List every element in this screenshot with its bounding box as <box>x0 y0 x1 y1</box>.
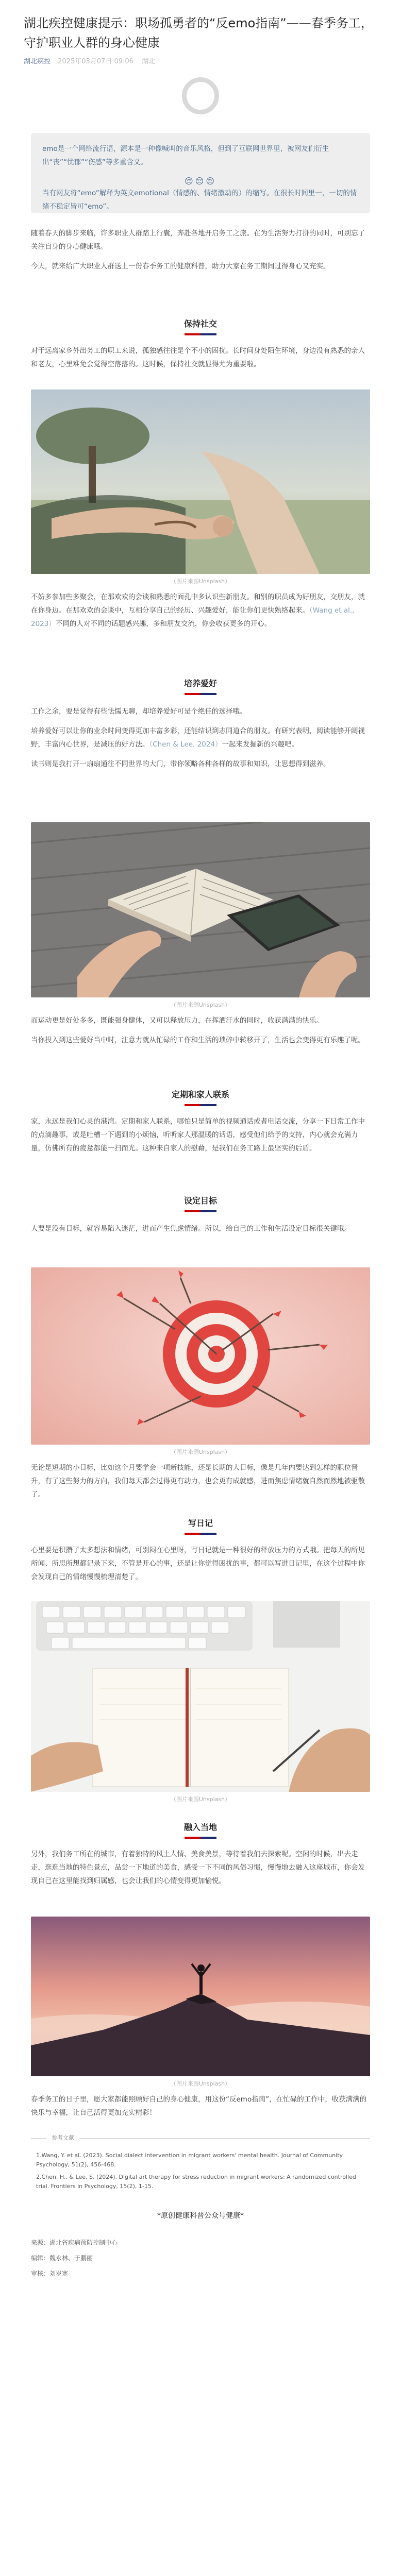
paragraph: 随着春天的脚步来临，许多职业人群踏上行囊，奔赴各地开启务工之旅。在为生活努力打拼的同时，可别忘了关注自身的身心健康哦。 <box>31 229 365 251</box>
paragraph-text: 培养爱好可以让你的业余时间变得更加丰富多彩，还能结识到志同道合的朋友。有研究表明，阅读能够开阔视野，丰富内心世界，是减压的好方法。 <box>31 727 365 749</box>
section-heading-goal <box>0 1194 401 1212</box>
holding-hands-image <box>31 389 370 574</box>
paragraph: 无论是短期的小目标，比如这个月要学会一项新技能，还是长期的大目标，像是几年内要达到怎样的职位晋升，有了这些努力的方向，我们每天都会过得更有动力，也会更有成就感，进而焦虑情绪就自然而然地被驱散了。 <box>31 1464 365 1499</box>
image-caption: （图片来源Unsplash） <box>170 2080 231 2087</box>
section-title: 保持社交 <box>183 319 217 329</box>
paragraph <box>31 724 370 751</box>
paragraph: 心里要是积攒了太多想法和情绪，可别闷在心里呀，写日记就是一种很好的释放压力的方式哦。把每天的所见所闻、所思所想都记录下来，不管是开心的事，还是让你觉得困扰的事，都可以写进日记里，在这个过程中你会发现自己的情绪慢慢梳理清楚了。 <box>31 1546 365 1581</box>
publish-date: 2025年03月07日 09:06 <box>58 58 133 65</box>
section-underline <box>185 1837 216 1839</box>
paragraph: 读书则是我打开一扇扇通往不同世界的大门，带你领略各种各样的故事和知识，让思想得到滋养。 <box>31 760 330 768</box>
intro-quote-box <box>31 133 370 213</box>
hobby-text <box>31 705 370 777</box>
social-text <box>31 344 370 377</box>
image-caption: （图片来源Unsplash） <box>170 1449 231 1455</box>
paragraph-text: 不同的人对不同的话题感兴趣，多和朋友交流，你会收获更多的开心。 <box>55 620 272 628</box>
image-caption: （图片来源Unsplash） <box>170 578 231 585</box>
article-title: 湖北疾控健康提示：职场孤勇者的“反emo指南”——春季务工，守护职业人群的身心健康 <box>24 16 373 50</box>
mountain-summit-image <box>31 1917 370 2076</box>
citation: （Chen & Lee, 2024） <box>149 740 222 749</box>
goal-text-2 <box>31 1461 370 1507</box>
paragraph: 今天，就来给广大职业人群送上一份春季务工的健康科普，助力大家在务工期间过得身心又充实。 <box>31 262 330 270</box>
section-title: 定期和家人联系 <box>171 1090 229 1099</box>
diary-text <box>31 1544 370 1590</box>
paragraph-text: 不妨多参加些多聚会，在那欢欢的会谈和熟悉的面孔中多认识些新朋友。 <box>31 593 254 601</box>
footer-quote: *原创健康科普公众号健康* <box>157 2212 244 2220</box>
article-meta <box>24 56 155 65</box>
paragraph: 人要是没有目标，就容易陷入迷茫，进而产生焦虑情绪。所以，给自己的工作和生活设定目标很关键哦。 <box>31 1225 351 1233</box>
citation: （Wang et al., 2023） <box>31 606 355 628</box>
references-list <box>36 2151 366 2194</box>
section-underline <box>185 1210 216 1212</box>
sad-face-emoji-icon: 😔😔😔 <box>184 176 217 186</box>
editor-credit: 编辑：魏永林、于鹏丽 <box>31 2255 93 2262</box>
local-text-2 <box>31 2093 370 2126</box>
publish-location: 湖北 <box>142 58 156 65</box>
section-heading-local <box>0 1821 401 1839</box>
opening-text <box>31 227 370 279</box>
image-caption: （图片来源Unsplash） <box>170 1002 231 1008</box>
section-title: 培养爱好 <box>183 679 217 688</box>
local-text <box>31 1848 370 1894</box>
paragraph: 工作之余，要是觉得有些怯懦无聊，却培养爱好可是个绝佳的选择哦。 <box>31 707 247 716</box>
paragraph: 春季务工的日子里，愿大家都能照顾好自己的身心健康，用这份“反emo指南”，在忙碌的工作中，收获满满的快乐与幸福，让自己活得更加充实精彩！ <box>31 2095 367 2117</box>
family-text <box>31 1115 370 1161</box>
paragraph: 而运动更是好处多多，既能强身健体，又可以释放压力，在挥洒汗水的同时，收获满满的快乐。 <box>31 1016 323 1025</box>
article-footer <box>31 2210 370 2281</box>
intro-paragraph: emo是一个网络流行语，源本是一种像喊叫的音乐风格，但到了互联网世界里，被网友们衍生出“丧”“忧郁”“伤感”等多重含义。 <box>42 145 329 166</box>
section-underline <box>185 1533 216 1535</box>
section-heading-family <box>0 1088 401 1106</box>
source-credit: 来源：湖北省疾病预防控制中心 <box>31 2239 118 2246</box>
loading-spinner-icon <box>182 77 219 114</box>
section-heading-diary <box>0 1517 401 1535</box>
references-tag: 参考文献 <box>46 2133 79 2142</box>
target-darts-image <box>31 1267 370 1445</box>
intro-paragraph: 当有网友将“emo”解释为英文emotional（情感的、情绪激动的）的缩写。在很长时间里一，一切的情绪不稳定皆可“emo”。 <box>42 189 357 211</box>
reference-item: 1.Wang, Y. et al. (2023). Social dialect intervention in migrant workers' mental health. Journal of Community Psychology, 51(2), 456-468. <box>36 2152 343 2168</box>
section-heading-social <box>0 317 401 335</box>
section-underline <box>185 333 216 335</box>
paragraph: 家，永远是我们心灵的港湾。定期和家人联系，哪怕只是简单的视频通话或者电话交流，分享一下日常工作中的点滴趣事，或是吐槽一下遇到的小烦恼，听听家人那温暖的话语，感受他们给予的支持，内心就会充满力量，仿佛所有的疲惫都能一扫而光。这种来自家人的慰藉，是我们在务工路上最坚实的后盾。 <box>31 1117 365 1153</box>
section-title: 设定目标 <box>183 1196 217 1206</box>
reference-item: 2.Chen, H., & Lee, S. (2024). Digital art therapy for stress reduction in migrant workers: A randomized controlled trial. Frontiers in Psychology, 15(2), 1-15. <box>36 2174 356 2190</box>
book-reading-image <box>31 822 370 997</box>
notebook-keyboard-image <box>31 1601 370 1792</box>
goal-text <box>31 1222 370 1242</box>
paragraph-text: 在那欢欢的会谈中，互相分享自己的经历、兴趣爱好，能让你们更快熟络起来。 <box>65 606 309 615</box>
image-caption: （图片来源Unsplash） <box>170 1796 231 1803</box>
paragraph-text: 和别的职员成为好朋友，交朋友，就在你身边。 <box>31 593 365 615</box>
paragraph: 对于远离家乡外出务工的职工来说，孤独感往往是个不小的困扰。长时间身处陌生环境，身边没有熟悉的亲人和老友，心里难免会觉得空落落的。这时候，保持社交就显得尤为重要啦。 <box>31 347 365 368</box>
paragraph: 当你投入到这些爱好当中时，注意力就从忙碌的工作和生活的琐碎中转移开了，生活也会变得更有乐趣了呢。 <box>31 1036 365 1044</box>
paragraph-text: 一起来发掘新的兴趣吧。 <box>222 740 299 749</box>
hobby-text-2 <box>31 1014 370 1053</box>
paragraph <box>31 590 370 631</box>
account-name-link[interactable]: 湖北疾控 <box>24 58 51 65</box>
section-underline <box>185 1104 216 1106</box>
section-heading-hobby <box>0 677 401 695</box>
section-underline <box>185 693 216 695</box>
paragraph: 另外，我们务工所在的城市，有着独特的风土人情、美食美景，等待着我们去探索呢。空闲的时候，出去走走，逛逛当地的特色景点，品尝一下地道的美食，感受一下不同的风俗习惯，慢慢地去融入这座城市，你会发现自己在这里能找到归属感，也会让我们的心情变得更加愉悦。 <box>31 1850 365 1885</box>
review-credit: 审核：刘岁寒 <box>31 2270 69 2277</box>
section-title: 写日记 <box>188 1518 213 1528</box>
social-text-2 <box>31 590 370 637</box>
section-title: 融入当地 <box>183 1822 217 1832</box>
